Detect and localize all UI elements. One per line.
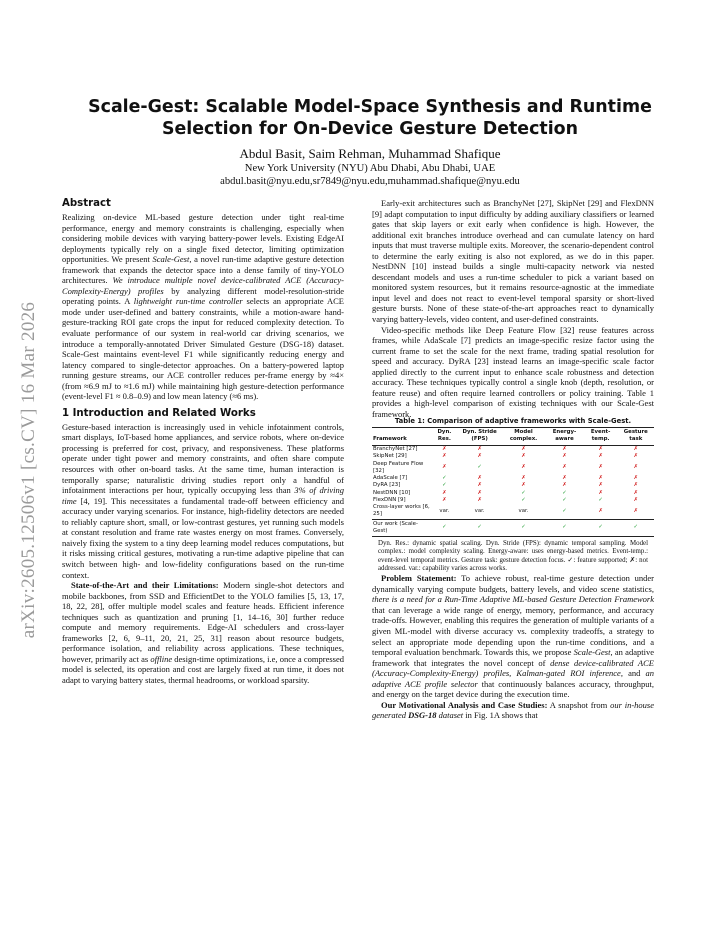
table-row [372,482,654,489]
table-cell: ✗ [477,482,482,489]
table-row [372,504,654,519]
table-cell: ✗ [562,446,567,453]
table-cell: ✓ [477,464,482,471]
comparison-table-block [372,417,654,573]
table-cell: ✓ [442,475,447,482]
table-cell: ✓ [562,489,567,496]
table-cell: ✗ [598,507,603,514]
table-row-framework-name: BranchyNet [27] [373,446,418,453]
table-cell: ✓ [598,496,603,503]
intro-paragraph-sota: State-of-the-Art and their Limitations: Modern single-shot detectors and mobile backbones, from SSD and EfficientDet to the YOLO families [5, 13, 17, 18, 22, 28], offer multiple model scales and feature heads. Efficient inference techniques such as quantization and pruning [1, 14–16, 30] further reduce compute and memory requirements. Edge-AI schedulers and cross-layer frameworks [2, 6, 9–11, 20, 21, 25, 31] reason about resource budgets, performance isolation, and reliability across applications. These techniques, however, primarily act as offline design-time optimizations, i.e, once a compressed model is selected, its operation and cost are largely fixed at run time, it does not adapt to varying battery states, thermal headrooms, or workload sparsity. [62,580,345,685]
table-row [372,446,654,454]
table-column-header: Dyn. Stride (FPS) [458,428,502,446]
table-cell: ✓ [521,489,526,496]
intro-paragraph-video-methods: Video-specific methods like Deep Feature Flow [32] reuse features across frames, while AdaScale [7] predicts an image-specific resize factor using the current frame to set the scale for the next frame, trading spatial resolution for speed and accuracy. DyRA [23] instead learns an image-specific scale factor applied directly to the current input to enhance scale robustness and detection accuracy. These techniques typically control a single knob (depth, resolution, or feature reuse) and often require learned controllers or policy training. Table 1 provides a high-level comparison of existing techniques with our Scale-Gest framework. [372,324,654,419]
table-cell: ✗ [477,489,482,496]
affiliation: New York University (NYU) Abu Dhabi, Abu Dhabi, UAE [244,163,496,174]
table-cell: ✗ [598,446,603,453]
table-cell: ✗ [633,489,639,496]
table-legend-note: Dyn. Res.: dynamic spatial scaling. Dyn. Stride (FPS): dynamic temporal sampling. Model complex.: model complexity scaling. Energy-aware: uses energy-based metrics. Event-temp.: event-level temporal metrics. Gesture task: gesture detection focus. ✓: feature supported; ✗: not addressed. var.: capability varies across works. [378,540,648,572]
table-cell: ✗ [633,453,639,460]
table-column-header: Dyn. Res. [431,428,457,446]
table-cell: ✗ [598,489,603,496]
table-cell: ✗ [633,496,639,503]
arxiv-identifier-stamp: arXiv:2605.12506v1 [cs.CV] 16 Mar 2026 [18,301,39,639]
paper-title [60,96,680,140]
table-cell: ✓ [502,519,546,537]
table-row-framework-name: DyRA [23] [373,482,401,489]
table-row-framework-name: SkipNet [29] [373,453,407,460]
intro-paragraph-early-exit: Early-exit architectures such as BranchyNet [27], SkipNet [29] and FlexDNN [9] adapt computation to input difficulty by adding auxiliary classifiers or learned gates that skip layers or exit early when confidence is high. However, the additional exit branches introduce overhead and can cumulate latency on hard inputs that must traverse multiple exits. Moreover, the scenario-dependent control to determine the early exiting is also not explored, as we do in this paper. NestDNN [10] instead builds a single multi-capacity network via nested descendant models and uses a run-time scheduler to pick a variant based on monitored system resources, but it remains resource-agnostic at the immediate input level and does not react to event-level temporal sparsity or short-lived gesture bursts. None of these state-of-the-art approaches react to dynamically varying battery-levels, video content, and user-defined constraints. [372,198,654,325]
paper-title-line-2: Selection for On-Device Gesture Detection [161,119,579,139]
table-column-header: Energy-aware [545,428,583,446]
author-emails: abdul.basit@nyu.edu,sr7849@nyu.edu,muhammad.shafique@nyu.edu [220,176,520,187]
table-cell: ✗ [562,475,567,482]
abstract-text: Realizing on-device ML-based gesture detection under tight real-time performance, energy and memory constraints is challenging, especially when considering mobile devices with varying battery-power levels. Existing EdgeAI deployments typically rely on a single fixed detector, limiting optimization opportunities. We present Scale-Gest, a novel run-time adaptive gesture detection framework that expands the detector space into a dense family of tiny-YOLO architectures. We introduce multiple novel device-calibrated ACE (Accuracy-Complexity-Energy) profiles by analyzing different model-resolution-stride operating points. A lightweight run-time controller selects an appropriate ACE mode under user-defined and battery constraints, while a motion-aware hand-gesture-tracking ROI gate crops the input for reduced complexity detection. To evaluate performance of our system in real-world car driving scenarios, we introduce a temporally-annotated Driver Simulated Gesture (DSG-18) dataset. Scale-Gest maintains event-level F1 while significantly reducing energy and latency compared to single-detector approaches. On a battery-powered laptop running gesture streams, our ACE controller reduces per-frame energy by ≈4× (from ≈6.9 mJ to ≈1.6 mJ) while maintaining high gesture-detection performance (event-level F1 ≈ 0.8–0.9) and low mean latency (≈6 ms). [62,212,345,402]
table-cell: ✗ [598,475,603,482]
motivation-paragraph: Our Motivational Analysis and Case Studies: A snapshot from our in-house generated DSG-18 dataset in Fig. 1A shows that [372,699,654,721]
table-row [372,497,654,504]
problem-statement-paragraph: Problem Statement: To achieve robust, real-time gesture detection under dynamically varying compute budgets, battery levels, and video scene statistics, there is a need for a Run-Time Adaptive ML-based Gesture Detection Framework that can leverage a wide range of energy, memory, performance, and accuracy trade-offs. However, enabling this requires the generation of multiple variants of a given ML-model with diverse accuracy vs. complexity tradeoffs, a strategy to select an appropriate mode depending upon the run-time conditions, and a temporal evaluation benchmark. Towards this, we propose Scale-Gest, an adaptive framework that integrates the novel concept of dense device-calibrated ACE (Accuracy-Complexity-Energy) profiles, Kalman-gated ROI inference, and an adaptive ACE profile selector that continuously balances accuracy, throughput, and energy on the target device during the execution time. [372,573,655,700]
table-cell: ✓ [442,482,447,489]
table-cell: ✗ [477,496,482,503]
table-cell: ✗ [442,453,447,460]
table-column-header: Event-temp. [584,428,618,446]
table-cell: ✓ [562,496,567,503]
table-cell: ✗ [633,475,639,482]
abstract-heading: Abstract [62,198,111,209]
table-cell: ✓ [521,496,526,503]
author-list: Abdul Basit, Saim Rehman, Muhammad Shafique [239,146,501,161]
table-cell: ✗ [442,496,447,503]
table-column-header: Model complex. [502,428,546,446]
table-cell: ✗ [477,453,482,460]
table-column-header: Gesture task [618,428,654,446]
table-row [372,475,654,482]
table-row [372,490,654,497]
table-row-framework-name: AdaScale [7] [373,475,408,482]
table-cell: ✗ [521,464,526,471]
table-cell: ✗ [598,482,603,489]
table-cell: ✓ [584,519,618,537]
table-cell: ✗ [521,482,526,489]
table-cell: ✓ [545,519,583,537]
table-cell: ✗ [598,453,603,460]
table-row-framework-name: NestDNN [10] [373,489,411,496]
table-cell: ✗ [633,482,639,489]
table-row-framework-name: Our work (Scale-Gest) [372,519,431,537]
table-cell: ✗ [633,464,639,471]
table-row [372,453,654,460]
table-cell: var. [439,507,450,514]
table-cell: ✗ [598,464,603,471]
table-cell: ✓ [431,519,457,537]
table-row [372,519,654,537]
table-cell: ✗ [521,475,526,482]
table-cell: ✗ [442,464,447,471]
table-cell: ✗ [442,489,447,496]
table-cell: ✗ [633,446,639,453]
table-caption: Table 1: Comparison of adaptive frameworks with Scale-Gest. [394,417,632,426]
table-cell: ✗ [633,507,639,514]
table-body [372,446,654,537]
table-cell: ✓ [458,519,502,537]
table-cell: ✗ [562,453,567,460]
table-cell: ✗ [442,446,447,453]
paper-title-line-1: Scale-Gest: Scalable Model-Space Synthesis and Runtime [88,97,652,117]
introduction-heading: 1 Introduction and Related Works [62,407,256,419]
table-row-framework-name: Deep Feature Flow [32] [373,460,424,474]
table-cell: var. [474,507,485,514]
table-row-framework-name: Cross-layer works [6, 25] [373,504,430,518]
table-column-header: Framework [372,428,431,446]
intro-paragraph-1: Gesture-based interaction is increasingly used in vehicle infotainment controls, smart displays, IoT-based home appliances, and service robots, where on-device processing is preferred for cost, privacy, and responsiveness. These platforms operate under tight power and memory constraints, and often share compute resources with other on-board tasks. At the same time, human interaction is temporally sparse; naturalistic driving studies report only a handful of infotainment interactions per hour, typically occupying less than 3% of driving time [4, 19]. This necessitates a fundamental trade-off between efficiency and accuracy under varying scenarios. For instance, high-fidelity detectors are needed to reliably capture short, small, or low-contrast gestures, yet running such models at constant resolution and frame rate wastes energy on most frames. Conversely, naively fixing the system to a tiny deep learning model reduces computations, but it risks missing critical gestures, motivating a run-time adaptive pipeline that can switch between high- and low-fidelity configurations based on the run-time context. [62,421,345,580]
table-cell: ✗ [477,446,482,453]
table-cell: ✓ [618,519,654,537]
table-header-row [372,428,654,446]
right-column [372,198,654,721]
comparison-table [372,427,654,537]
table-cell: ✗ [521,453,526,460]
table-cell: ✗ [562,482,567,489]
table-cell: ✓ [562,507,567,514]
table-row [372,461,654,476]
table-cell: var. [518,507,529,514]
table-cell: ✗ [477,475,482,482]
table-cell: ✗ [562,464,567,471]
left-column [62,198,344,686]
table-cell: ✗ [521,446,526,453]
table-row-framework-name: FlexDNN [9] [373,496,406,503]
paper-header [60,96,680,188]
